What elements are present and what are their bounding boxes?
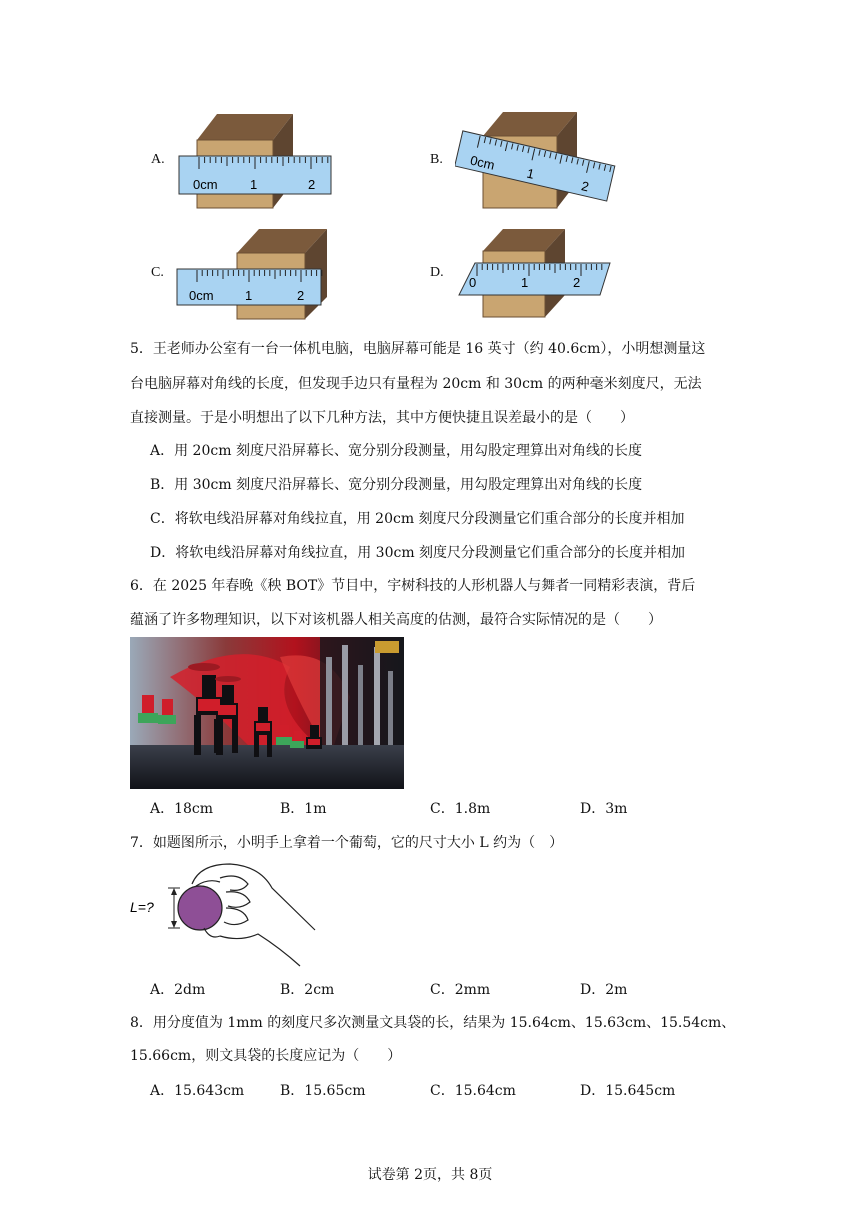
q7-option-c: C．2mm — [430, 982, 491, 998]
q6-stem-line-2: 蕴涵了许多物理知识，以下对该机器人相关高度的估测，最符合实际情况的是（ ） — [130, 612, 662, 628]
q7-option-d: D．2m — [580, 982, 628, 998]
ruler-label-0: 0cm — [189, 288, 214, 303]
ruler-label-1: 1 — [521, 275, 529, 290]
ruler-label-1: 1 — [525, 165, 536, 182]
grape-length-label: L=? — [130, 899, 154, 915]
q6-option-c: C．1.8m — [430, 801, 491, 817]
q6-stem-line-1: 6．在 2025 年春晚《秧 BOT》节目中，宇树科技的人形机器人与舞者一同精彩表演，背后 — [130, 578, 696, 594]
q5-option-b: B．用 30cm 刻度尺沿屏幕长、宽分别分段测量，用勾股定理算出对角线的长度 — [150, 477, 643, 493]
q5-stem-line-1: 5．王老师办公室有一台一体机电脑，电脑屏幕可能是 16 英寸（约 40.6cm），小明想测量这 — [130, 341, 706, 357]
q4-option-b-label: B. — [430, 152, 443, 167]
q5-stem-line-3: 直接测量。于是小明想出了以下几种方法，其中方便快捷且误差最小的是（ ） — [130, 410, 634, 426]
q4-option-c-label: C. — [151, 265, 164, 280]
q6-option-b: B．1m — [280, 801, 327, 817]
q7-stem: 7．如题图所示，小明手上拿着一个葡萄，它的尺寸大小 L 约为（ ） — [130, 835, 564, 851]
q4-figure-d — [455, 225, 620, 320]
q5-option-a: A．用 20cm 刻度尺沿屏幕长、宽分别分段测量，用勾股定理算出对角线的长度 — [150, 443, 642, 459]
q8-option-a: A．15.643cm — [150, 1083, 245, 1099]
q7-option-b: B．2cm — [280, 982, 335, 998]
q5-stem-line-2: 台电脑屏幕对角线的长度，但发现手边只有量程为 20cm 和 30cm 的两种毫米刻度尺，无法 — [130, 376, 702, 392]
q6-option-d: D．3m — [580, 801, 628, 817]
grape-hand-figure — [130, 858, 325, 970]
ruler-label-2: 2 — [579, 178, 591, 195]
ruler-label-0: 0 — [469, 275, 477, 290]
ruler-label-2: 2 — [308, 177, 316, 192]
ruler-label-2: 2 — [297, 288, 305, 303]
q4-option-a-label: A. — [151, 152, 165, 167]
ruler-label-0: 0cm — [193, 177, 218, 192]
ruler-label-1: 1 — [250, 177, 258, 192]
q5-option-d: D．将软电线沿屏幕对角线拉直，用 30cm 刻度尺分段测量它们重合部分的长度并相加 — [150, 545, 686, 561]
robot-dance-photo — [130, 637, 404, 789]
q8-stem-line-2: 15.66cm，则文具袋的长度应记为（ ） — [130, 1048, 402, 1064]
ruler-label-1: 1 — [245, 288, 253, 303]
q4-option-d-label: D. — [430, 265, 444, 280]
q5-option-c: C．将软电线沿屏幕对角线拉直，用 20cm 刻度尺分段测量它们重合部分的长度并相加 — [150, 511, 685, 527]
q4-figure-b — [455, 110, 620, 210]
ruler-label-2: 2 — [573, 275, 581, 290]
q4-figure-a — [175, 110, 335, 210]
q8-option-d: D．15.645cm — [580, 1083, 676, 1099]
q7-option-a: A．2dm — [150, 982, 206, 998]
q8-option-c: C．15.64cm — [430, 1083, 516, 1099]
page-footer: 试卷第 2页，共 8页 — [367, 1167, 493, 1183]
q6-option-a: A．18cm — [150, 801, 214, 817]
q8-stem-line-1: 8．用分度值为 1mm 的刻度尺多次测量文具袋的长，结果为 15.64cm、15.63cm、15.54cm、 — [130, 1015, 736, 1031]
q8-option-b: B．15.65cm — [280, 1083, 366, 1099]
q4-figure-c — [175, 225, 335, 320]
ruler-label-0: 0cm — [468, 152, 497, 173]
